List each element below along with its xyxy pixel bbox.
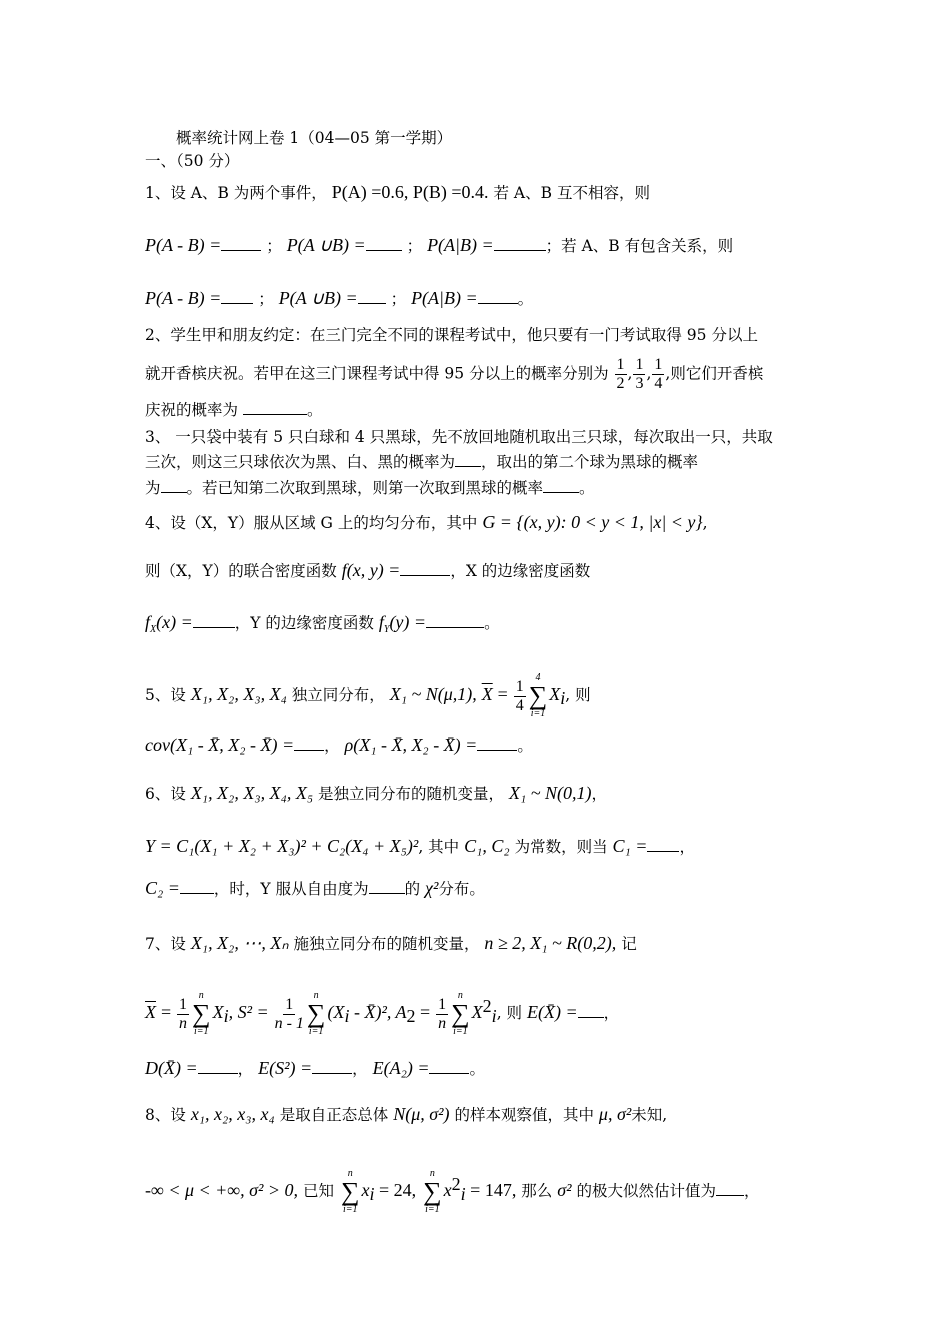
question-5-line-1 [145,672,591,720]
q3-text-b: ，取出的第二个球为黑球的概率 [481,453,699,471]
numerator: 1 [438,995,447,1013]
numerator: 1 [285,995,294,1013]
separator: ， [324,737,340,755]
numerator: 1 [654,356,663,373]
question-2-line-1: 2、学生甲和朋友约定：在三门完全不同的课程考试中，他只要有一门考试取得 95 分以上 [145,326,758,344]
answer-blank [366,236,402,251]
q6-text-5: 的 [404,880,421,898]
question-8-line-2 [145,1168,759,1216]
numerator: 1 [616,356,625,373]
q8-sigma: σ² [557,1180,572,1200]
q7-s2: , S² = [228,1002,269,1022]
question-6-line-1 [145,783,607,804]
sum-upper: n [457,990,463,1001]
q7-tail: 记 [621,935,637,953]
denominator: n [438,1014,447,1032]
summand: x [361,1180,370,1200]
subscript: i [369,1184,375,1205]
sum-lower: i=1 [453,1026,468,1037]
subscript: i [344,1006,350,1027]
q5-lead: 5、设 [145,686,186,704]
answer-blank [221,236,261,251]
q7-variance: D(X̄) = [145,1058,198,1078]
comma: ， [591,785,607,803]
q2-text-3: 庆祝的概率为 [145,401,239,419]
q7-lead: 7、设 [145,935,186,953]
subscript: i [460,1184,466,1205]
answer-blank [180,879,214,894]
q8-text-2: 的样本观察值，其中 [454,1106,594,1124]
answer-blank [578,1003,604,1018]
denominator: 4 [515,696,524,714]
summand: X [212,1002,224,1022]
section-heading: 一、（50 分） [145,152,240,170]
subscript: i [223,1006,229,1027]
comma: ， [679,838,695,856]
q6-c1: C₁ = [612,836,648,856]
subscript: 2 [406,1006,416,1027]
answer-blank [494,236,546,251]
comma: ， [743,1182,760,1200]
sum-lower: i=1 [342,1204,358,1215]
question-6-line-3 [145,878,485,899]
question-3-line-2 [145,452,698,472]
question-1-line-2 [145,235,733,256]
q4-marginal-y-tail: (y) = [389,612,427,632]
period: 。 [306,401,323,419]
answer-blank [543,478,579,493]
q1-diff-expr-2: P(A - B) = [145,288,222,308]
q4-text-3b: ，Y 的边缘密度函数 [234,614,374,632]
page-title: 概率统计网上卷 1（04—05 第一学期） [176,129,453,147]
question-4-line-3 [145,612,500,640]
denominator: n [179,1014,188,1032]
answer-blank [198,1059,238,1074]
q7-s2-body: (X [327,1002,345,1022]
q1-union-expr-2: P(A ∪B) = [278,288,358,308]
q8-params: μ, σ² [598,1104,632,1124]
q8-then: 那么 [521,1182,553,1200]
q1-text: 1、设 A、B 为两个事件， [145,184,327,202]
answer-blank [647,837,679,852]
q1-cond-expr: P(A|B) = [427,235,494,255]
q1-line2-tail: ；若 A、B 有包含关系，则 [545,237,734,255]
fraction [615,356,627,393]
question-1-line-3 [145,288,533,309]
q7-variables: X₁, X₂, ⋯, Xₙ [190,933,289,953]
subscript: X [150,624,157,636]
period: 。 [484,614,500,632]
subscript: i [560,688,566,709]
sum-upper: n [313,990,319,1001]
equals: = [497,684,508,704]
q6-text-6: 分布。 [438,880,485,898]
q6-c2: C₂ = [145,878,180,898]
q6-text-4: ，时，Y 服从自由度为 [213,880,369,898]
summand: X [471,1002,483,1022]
fraction [633,356,645,393]
answer-blank [243,400,307,415]
q7-condition: n ≥ 2, X₁ ~ R(0,2), [484,933,617,953]
q4-joint-density: f(x, y) = [341,560,401,580]
q6-lead: 6、设 [145,785,186,803]
sum-sign: 4 ∑ i=1 [528,672,548,719]
separator: ； [406,237,423,255]
q4-text-2a: 则（X，Y）的联合密度函数 [145,562,337,580]
q6-variables: X₁, X₂, X₃, X₄, X₅ [190,783,314,803]
separator: ； [258,290,274,308]
q2-text: 就开香槟庆祝。若甲在这三门课程考试中得 95 分以上的概率分别为 [145,364,609,383]
separator: ， [603,1004,620,1022]
question-7-line-2 [145,990,619,1038]
q6-text: 是独立同分布的随机变量， [318,785,505,803]
sum-upper: n [198,990,204,1001]
sum-lower: i=1 [425,1204,440,1215]
question-4-line-1: 4、设（X，Y）服从区域 G 上的均匀分布，其中 G = {(x, y): 0 < y < 1, |x| < y}, [145,512,708,532]
q7-then: , 则 [496,1004,523,1022]
answer-blank [716,1181,744,1196]
q8-tail: 未知, [631,1106,668,1124]
q5-distribution: X₁ ~ N(μ,1), [389,684,477,704]
sum-upper: n [347,1168,353,1179]
q7-s2-body-2: - X̄)², A [349,1002,407,1022]
q5-text: 独立同分布， [291,686,385,704]
q2-text-tail: ,则它们开香槟 [665,364,764,383]
answer-blank [455,452,481,467]
answer-blank [478,289,518,304]
equals: = [415,1002,431,1022]
superscript: 2 [451,1173,461,1194]
q1-prob-values: P(A) =0.6, P(B) =0.4. [331,182,489,202]
q7-sample-mean: $\overline{X}$ [145,1002,156,1022]
q1-diff-expr: P(A - B) = [145,235,222,255]
sum-lower: i=1 [194,1026,209,1037]
question-6-line-2 [145,836,695,857]
question-2-line-3 [145,400,322,420]
question-4-line-2 [145,560,590,581]
q8-lead: 8、设 [145,1106,186,1124]
q7-text: 施独立同分布的随机变量， [293,935,480,953]
period: 。 [579,479,595,497]
sum-sign: n ∑ i=1 [340,1168,360,1215]
q8-text: 是取自正态总体 [279,1106,389,1124]
question-7-line-3 [145,1058,485,1079]
answer-blank [426,613,484,628]
question-8-line-1 [145,1104,667,1125]
answer-blank [400,561,450,576]
q6-text-2: , 其中 [418,838,460,856]
q8-population: N(μ, σ²) [393,1104,450,1124]
answer-blank [358,289,386,304]
sum-lower: i=1 [530,708,546,719]
answer-blank [221,289,253,304]
summand: X [549,684,561,704]
separator: ； [266,237,282,255]
q6-distribution: X₁ ~ N(0,1) [508,783,592,803]
question-3-line-1: 3、 一只袋中装有 5 只白球和 4 只黑球，先不放回地随机取出三只球，每次取出一只，共取 [145,428,773,446]
sum-sign: n ∑ i=1 [423,1168,442,1215]
subscript: i [491,1006,497,1027]
answer-blank [193,613,235,628]
q8-known: 已知 [303,1182,335,1200]
q8-condition: -∞ < μ < +∞, σ² > 0, [145,1180,299,1200]
denominator: 3 [635,375,644,392]
q8-sum1-value: = 24, [374,1180,417,1200]
q5-correlation: ρ(X₁ - X̄, X₂ - X̄) = [344,735,478,755]
q4-marginal-x: f [145,612,151,632]
sum-upper: 4 [535,672,541,683]
q4-text-2b: ，X 的边缘密度函数 [450,562,591,580]
q3-text-a: 三次，则这三只球依次为黑、白、黑的概率为 [145,453,456,471]
fraction [177,996,189,1033]
numerator: 1 [635,356,644,373]
question-5-line-2 [145,735,533,756]
denominator: 4 [654,375,663,392]
subscript: Y [383,624,390,636]
question-1-line-1 [145,182,650,203]
question-3-line-3 [145,478,595,498]
q5-sample-mean: $\overline{X}$ [481,684,493,704]
answer-blank [477,736,517,751]
fraction [436,996,448,1033]
answer-blank [369,879,405,894]
q4-text: 4、设（X，Y）服从区域 G 上的均匀分布，其中 [145,514,478,532]
q8-mle-text: 的极大似然估计值为 [576,1182,716,1200]
q8-variables: x₁, x₂, x₃, x₄ [190,1104,275,1124]
sum-sign: n ∑ i=1 [192,990,211,1037]
q4-marginal-y: f [378,612,384,632]
answer-blank [294,736,324,751]
q3-text-d: 。若已知第二次取到黑球，则第一次取到黑球的概率 [186,479,544,497]
q1-union-expr: P(A ∪B) = [286,235,366,255]
answer-blank [429,1059,469,1074]
q5-tail: , 则 [565,686,591,704]
q5-variables: X₁, X₂, X₃, X₄ [190,684,287,704]
period: 。 [517,290,534,308]
q7-expectation: E(X̄) = [526,1002,578,1022]
q4-marginal-x-tail: (x) = [156,612,193,632]
question-2-line-2: 就开香槟庆祝。若甲在这三门课程考试中得 95 分以上的概率分别为 $\frac{1}{2}$ , $\frac{1}{3}$ , $\frac{1}{4}$ ,则它们开香槟 [145,356,764,392]
q6-chi-square: χ² [425,878,439,898]
q7-expect-a2: E(A₂) = [372,1058,430,1078]
separator: ， [352,1060,368,1078]
q6-constants: C₁, C₂ [464,836,510,856]
q7-expect-s2: E(S²) = [258,1058,313,1078]
q4-region-set: G = {(x, y): 0 < y < 1, |x| < y} [482,512,703,532]
numerator: 1 [515,677,524,695]
equals: = [160,1002,172,1022]
fraction [652,356,664,393]
q3-text-c: 为 [145,479,161,497]
superscript: 2 [482,995,492,1016]
period: 。 [469,1060,485,1078]
fraction [514,678,526,715]
answer-blank [161,478,187,493]
period: 。 [517,737,533,755]
denominator: 2 [616,375,625,392]
sum-upper: n [429,1168,435,1179]
separator: ， [237,1060,254,1078]
sum-lower: i=1 [308,1026,324,1037]
q8-sum2-value: = 147, [465,1180,517,1200]
q5-covariance: cov(X₁ - X̄, X₂ - X̄) = [145,735,295,755]
separator: ； [390,290,407,308]
q6-text-3: 为常数，则当 [514,838,608,856]
question-7-line-1 [145,933,637,954]
sum-sign: n ∑ i=1 [306,990,326,1037]
fraction [275,996,304,1033]
q6-y-definition: Y = C₁(X₁ + X₂ + X₃)² + C₂(X₄ + X₅)² [145,836,419,856]
denominator: n - 1 [274,1014,304,1032]
q1-cond-expr-2: P(A|B) = [411,288,478,308]
answer-blank [312,1059,352,1074]
sum-sign: n ∑ i=1 [451,990,470,1037]
numerator: 1 [179,995,188,1013]
q1-text-tail: 若 A、B 互不相容，则 [493,184,650,202]
summand: x [443,1180,452,1200]
